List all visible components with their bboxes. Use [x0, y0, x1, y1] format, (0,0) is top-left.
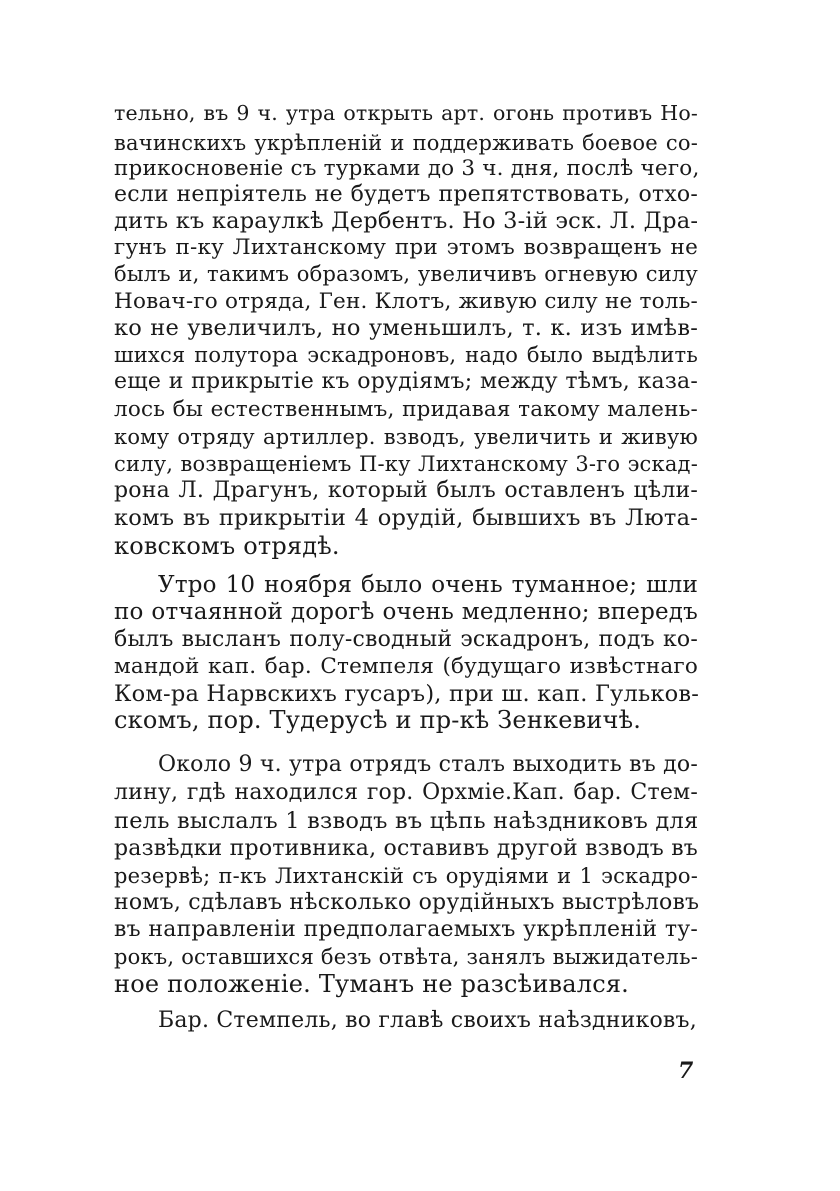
text-line: развѣдки противника, оставивъ другой взводъ въ: [114, 836, 698, 861]
text-line: въ направленіи предполагаемыхъ укрѣпленій ту-: [114, 917, 698, 942]
text-line: ковскомъ отрядѣ.: [114, 532, 340, 560]
text-line: Ком-ра Нарвскихъ гусаръ), при ш. кап. Гульков-: [114, 681, 700, 707]
text-line: тельно, въ 9 ч. утра открыть арт. огонь противъ Но-: [114, 101, 698, 125]
text-line: номъ, сдѣлавъ нѣсколько орудійныхъ выстрѣловъ: [114, 890, 700, 915]
text-line: Бар. Стемпель, во главѣ своихъ наѣздниковъ,: [158, 1008, 697, 1033]
page-number: 7: [678, 1058, 694, 1084]
text-line: силу, возвращеніемъ П-ку Лихтанскому 3-го эскад-: [114, 452, 698, 476]
text-line: вачинскихъ укрѣпленій и поддерживать боевое со-: [114, 131, 698, 155]
text-line: Новач-го отряда, Ген. Клотъ, живую силу не толь-: [114, 289, 698, 314]
text-line: ное положеніе. Туманъ не разсѣивался.: [114, 970, 630, 998]
text-line: Утро 10 ноября было очень туманное; шли: [158, 572, 698, 598]
text-line: ко не увеличилъ, но уменьшилъ, т. к. изъ имѣв-: [114, 315, 698, 341]
text-line: скомъ, пор. Тудерусѣ и пр-кѣ Зенкевичѣ.: [114, 706, 642, 734]
text-line: пель выслалъ 1 взводъ въ цѣпь наѣздниковъ для: [114, 808, 699, 834]
text-line: гунъ п-ку Лихтанскому при этомъ возвращенъ не: [114, 235, 698, 260]
text-line: кому отряду артиллер. взводъ, увеличить и живую: [114, 425, 698, 449]
text-line: резервѣ; п-къ Лихтанскій съ орудіями и 1 эскадро-: [114, 864, 698, 888]
text-line: былъ и, такимъ образомъ, увеличивъ огневую силу: [114, 262, 698, 286]
text-line: по отчаянной дорогѣ очень медленно; впередъ: [114, 599, 698, 625]
text-line: Около 9 ч. утра отрядъ сталъ выходить въ до-: [158, 752, 698, 777]
text-line: дить къ караулкѣ Дербентъ. Но 3-ій эск. Л. Дра-: [114, 208, 699, 234]
text-line: рокъ, оставшихся безъ отвѣта, занялъ выжидатель-: [114, 945, 698, 969]
text-line: рона Л. Драгунъ, который былъ оставленъ цѣли-: [114, 478, 698, 503]
text-line: лину, гдѣ находился гор. Орхміе.Кап. бар. Стем-: [114, 780, 698, 805]
text-line: шихся полутора эскадроновъ, надо было выдѣлить: [114, 343, 698, 367]
text-line: мандой кап. бар. Стемпеля (будущаго извѣстнаго: [114, 654, 698, 679]
text-line: еще и прикрытіе къ орудіямъ; между тѣмъ, каза-: [114, 369, 698, 394]
text-line: прикосновеніе съ турками до 3 ч. дня, послѣ чего,: [114, 156, 700, 181]
text-line: былъ высланъ полу-сводный эскадронъ, подъ ко-: [114, 627, 698, 652]
text-line: если непріятель не будетъ препятствовать, отхо-: [114, 182, 698, 207]
text-line: комъ въ прикрытіи 4 орудій, бывшихъ въ Люта-: [114, 505, 698, 531]
text-line: лось бы естественнымъ, придавая такому малень-: [114, 397, 698, 422]
